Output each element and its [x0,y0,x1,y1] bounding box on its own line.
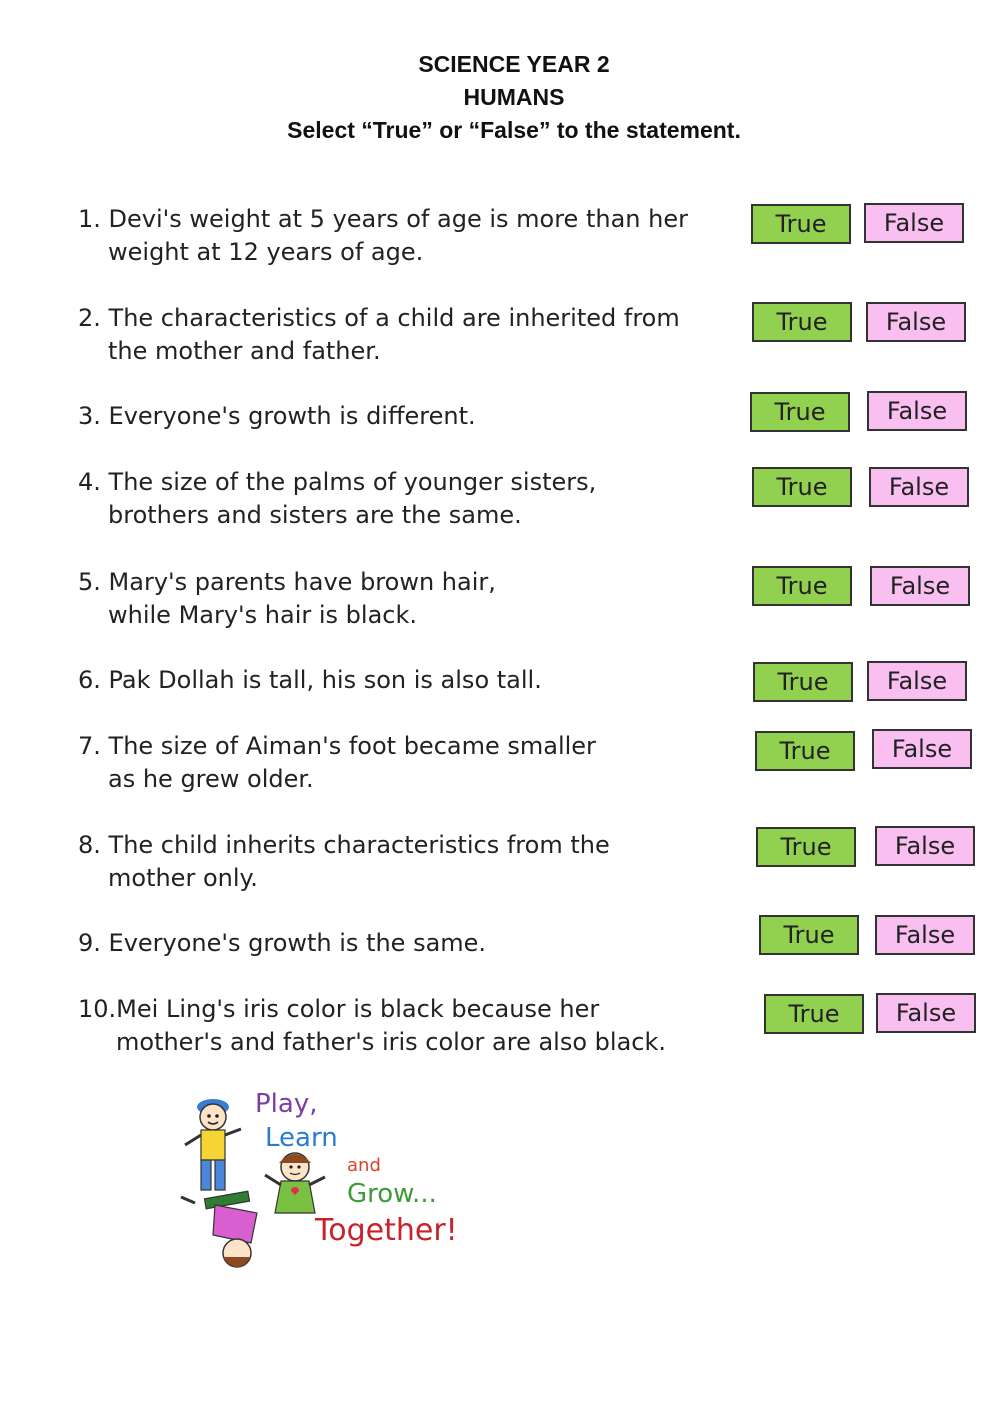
subject-title: SCIENCE YEAR 2 [418,51,610,77]
q8-false-button[interactable]: False [875,826,975,866]
q3-false-button[interactable]: False [867,391,967,431]
q9-false-button[interactable]: False [875,915,975,955]
logo-word-play: Play, [255,1089,318,1119]
q4-true-button[interactable]: True [752,467,852,507]
q6-false-button[interactable]: False [867,661,967,701]
q2-false-button[interactable]: False [866,302,966,342]
instructions: Select “True” or “False” to the statement. [287,117,741,143]
q5-false-button[interactable]: False [870,566,970,606]
q2-true-button[interactable]: True [752,302,852,342]
q8-true-button[interactable]: True [756,827,856,867]
q6-true-button[interactable]: True [753,662,853,702]
question-1: 1. Devi's weight at 5 years of age is more than her weight at 12 years of age. [78,205,688,266]
question-10: 10.Mei Ling's iris color is black because her mother's and father's iris color are also black. [78,995,666,1056]
question-5: 5. Mary's parents have brown hair, while Mary's hair is black. [78,568,496,629]
question-2: 2. The characteristics of a child are inherited from the mother and father. [78,304,680,365]
question-7: 7. The size of Aiman's foot became smaller as he grew older. [78,732,596,793]
q1-false-button[interactable]: False [864,203,964,243]
q9-true-button[interactable]: True [759,915,859,955]
question-9: 9. Everyone's growth is the same. [78,929,487,957]
question-8: 8. The child inherits characteristics from the mother only. [78,831,610,892]
logo-word-and: and [347,1155,381,1176]
q1-true-button[interactable]: True [751,204,851,244]
logo-word-grow: Grow... [347,1179,437,1209]
topic-title: HUMANS [463,84,565,110]
q3-true-button[interactable]: True [750,392,850,432]
logo-word-together: Together! [315,1213,458,1248]
worksheet-header [0,48,1000,147]
kids-clipart-icon [175,1085,515,1280]
q7-true-button[interactable]: True [755,731,855,771]
q10-false-button[interactable]: False [876,993,976,1033]
q5-true-button[interactable]: True [752,566,852,606]
question-6: 6. Pak Dollah is tall, his son is also tall. [78,666,542,694]
logo-word-learn: Learn [265,1123,338,1153]
play-learn-grow-logo [175,1085,515,1280]
q7-false-button[interactable]: False [872,729,972,769]
question-4: 4. The size of the palms of younger sisters, brothers and sisters are the same. [78,468,597,529]
question-3: 3. Everyone's growth is different. [78,402,476,430]
q4-false-button[interactable]: False [869,467,969,507]
q10-true-button[interactable]: True [764,994,864,1034]
